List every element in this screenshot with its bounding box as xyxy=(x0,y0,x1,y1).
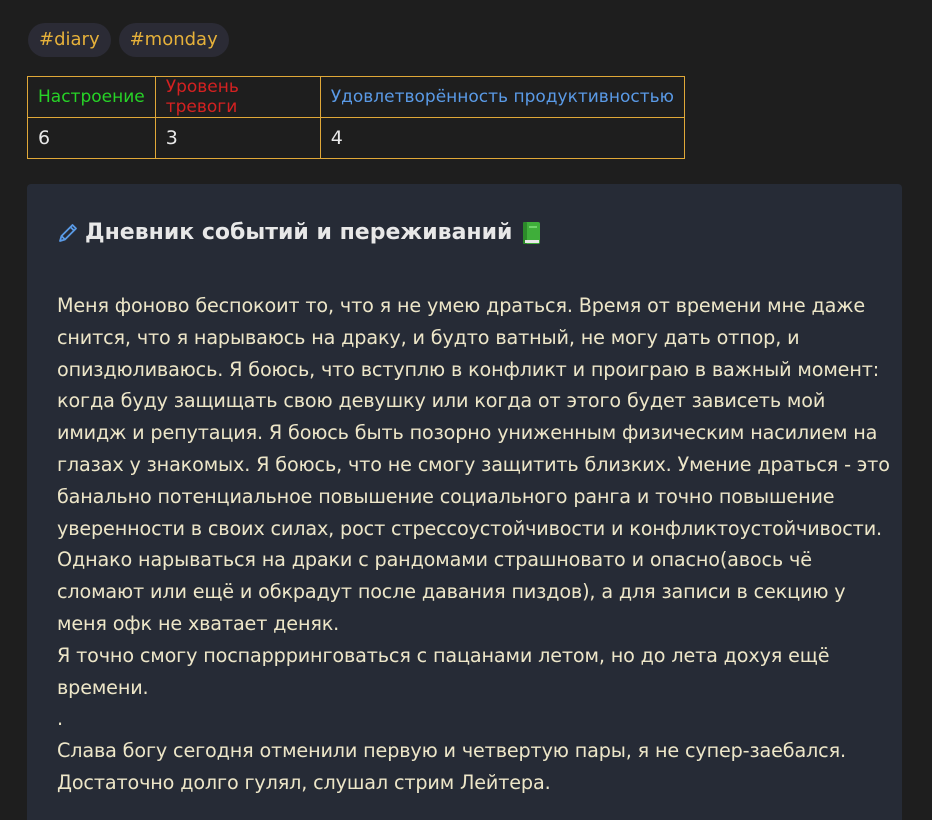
diary-paragraph: . xyxy=(57,707,63,731)
value-anxiety: 3 xyxy=(155,118,320,159)
tag-monday[interactable]: #monday xyxy=(119,23,229,57)
header-anxiety: Уровень тревоги xyxy=(155,77,320,118)
value-productivity: 4 xyxy=(320,118,684,159)
header-mood: Настроение xyxy=(28,77,156,118)
metrics-value-row xyxy=(28,118,685,159)
header-productivity: Удовлетворённость продуктивностью xyxy=(320,77,684,118)
diary-callout xyxy=(27,184,902,820)
diary-paragraph: Слава богу сегодня отменили первую и четвертую пары, я не супер-заебался. Достаточно долго гулял, слушал стрим Лейтера. xyxy=(57,739,846,794)
callout-body xyxy=(57,290,892,799)
tag-diary[interactable]: #diary xyxy=(28,23,111,57)
pencil-icon xyxy=(57,222,79,244)
callout-title-text: Дневник событий и переживаний xyxy=(85,220,513,245)
diary-paragraph: Меня фоново беспокоит то, что я не умею драться. Время от времени мне даже снится, что я нарываюсь на драку, и будто ватный, не могу дать отпор, и опиздюливаюсь. Я боюсь, что вступлю в конфликт и проиграю в важный момент: когда буду защищать свою девушку или когда от этого будет зависеть мой имидж и репутация. Я боюсь быть позорно униженным физическим насилием на глазах у знакомых. Я боюсь, что не смогу защитить близких. Умение драться - это банально потенциальное повышение социального ранга и точно повышение уверенности в своих силах, рост стрессоустойчивости и конфликтоустойчивости. Однако нарываться на драки с рандомами страшновато и опасно(авось чё сломают или ещё и обкрадут после давания пиздов), а для записи в секцию у меня офк не хватает деняк. xyxy=(57,294,890,635)
diary-paragraph: Я точно смогу поспаррринговаться с пацанами летом, но до лета дохуя ещё времени. xyxy=(57,643,830,699)
callout-title xyxy=(57,220,542,245)
tag-list xyxy=(28,23,229,57)
green-book-icon xyxy=(520,221,542,245)
value-mood: 6 xyxy=(28,118,156,159)
metrics-table xyxy=(27,76,685,159)
metrics-header-row xyxy=(28,77,685,118)
